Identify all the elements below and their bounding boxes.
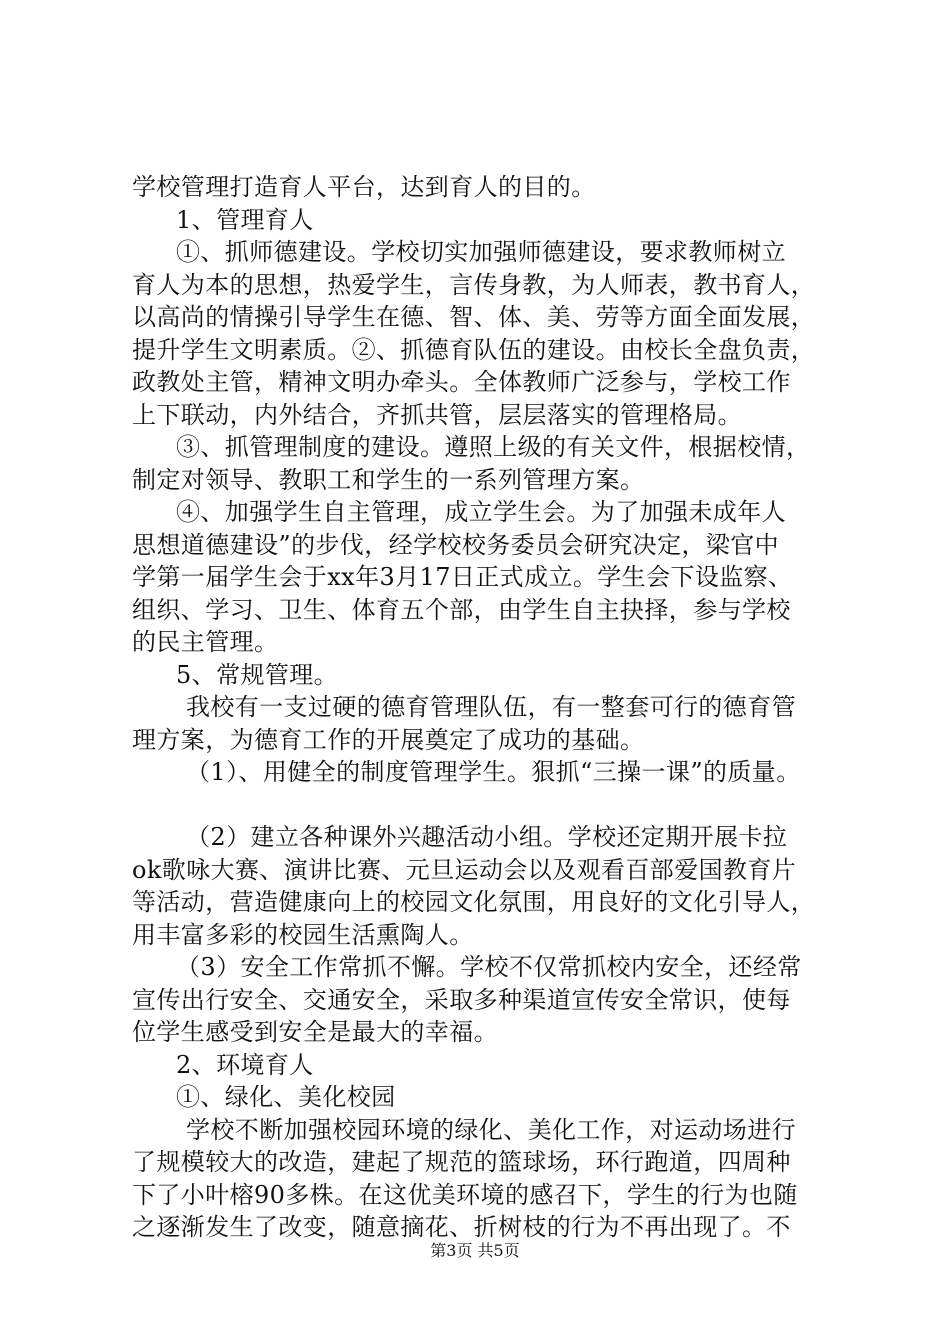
paragraph-start: （2）建立各种课外兴趣活动小组。学校还定期开展卡拉 (186, 823, 788, 851)
text-line: 上下联动，内外结合，齐抓共管，层层落实的管理格局。 (132, 400, 742, 429)
text-line: ok歌咏大赛、演讲比赛、元旦运动会以及观看百部爱国教育片 (132, 855, 797, 884)
text-line: 位学生感受到安全是最大的幸福。 (132, 1018, 498, 1046)
text-line: 以高尚的情操引导学生在德、智、体、美、劳等方面全面发展， (132, 303, 816, 331)
paragraph-start: ①、抓师德建设。学校切实加强师德建设，要求教师树立 (176, 238, 786, 266)
text-line: 等活动，营造健康向上的校园文化氛围，用良好的文化引导人， (132, 888, 816, 916)
paragraph-start: ④、加强学生自主管理，成立学生会。为了加强未成年人 (176, 498, 786, 526)
paragraph-start: 学校不断加强校园环境的绿化、美化工作，对运动场进行 (186, 1115, 796, 1144)
text-line: 组织、学习、卫生、体育五个部，由学生自主抉择，参与学校 (132, 595, 791, 624)
text-line: 之逐渐发生了改变，随意摘花、折树枝的行为不再出现了。不 (132, 1213, 791, 1241)
section-heading: 2、环境育人 (176, 1050, 314, 1079)
text-line: 思想道德建设”的步伐，经学校校务委员会研究决定，梁官中 (132, 530, 780, 559)
text-line: 宣传出行安全、交通安全，采取多种渠道宣传安全常识，使每 (132, 985, 791, 1014)
section-heading: 5、常规管理。 (176, 660, 339, 689)
document-body (132, 171, 832, 1244)
paragraph-start: 我校有一支过硬的德育管理队伍，有一整套可行的德育管 (186, 693, 796, 721)
subsection-heading: ①、绿化、美化校园 (176, 1083, 396, 1111)
text-line: 政教处主管，精神文明办牵头。全体教师广泛参与，学校工作 (132, 368, 791, 396)
text-line: 制定对领导、教职工和学生的一系列管理方案。 (132, 465, 645, 494)
paragraph-start: （1）、用健全的制度管理学生。狠抓“三操一课”的质量。 (186, 758, 801, 786)
page-number-footer: 第3页 共5页 (430, 1241, 520, 1260)
section-heading: 1、管理育人 (176, 205, 314, 234)
paragraph-start: （3）安全工作常抓不懈。学校不仅常抓校内安全，还经常 (176, 953, 802, 981)
text-line: 育人为本的思想，热爱学生，言传身教，为人师表，教书育人， (132, 270, 816, 299)
text-line: 下了小叶榕90多株。在这优美环境的感召下，学生的行为也随 (132, 1180, 798, 1209)
text-line: 了规模较大的改造，建起了规范的篮球场，环行跑道，四周种 (132, 1148, 791, 1176)
text-line: 的民主管理。 (132, 628, 279, 656)
text-line: 理方案，为德育工作的开展奠定了成功的基础。 (132, 725, 645, 754)
text-line: 学校管理打造育人平台，达到育人的目的。 (132, 173, 596, 201)
blank-line (132, 789, 832, 822)
text-line: 提升学生文明素质。②、抓德育队伍的建设。由校长全盘负责， (132, 335, 816, 364)
paragraph-start: ③、抓管理制度的建设。遵照上级的有关文件，根据校情， (176, 433, 811, 461)
text-line: 用丰富多彩的校园生活熏陶人。 (132, 920, 474, 949)
text-line: 学第一届学生会于xx年3月17日正式成立。学生会下设监察、 (132, 563, 793, 591)
